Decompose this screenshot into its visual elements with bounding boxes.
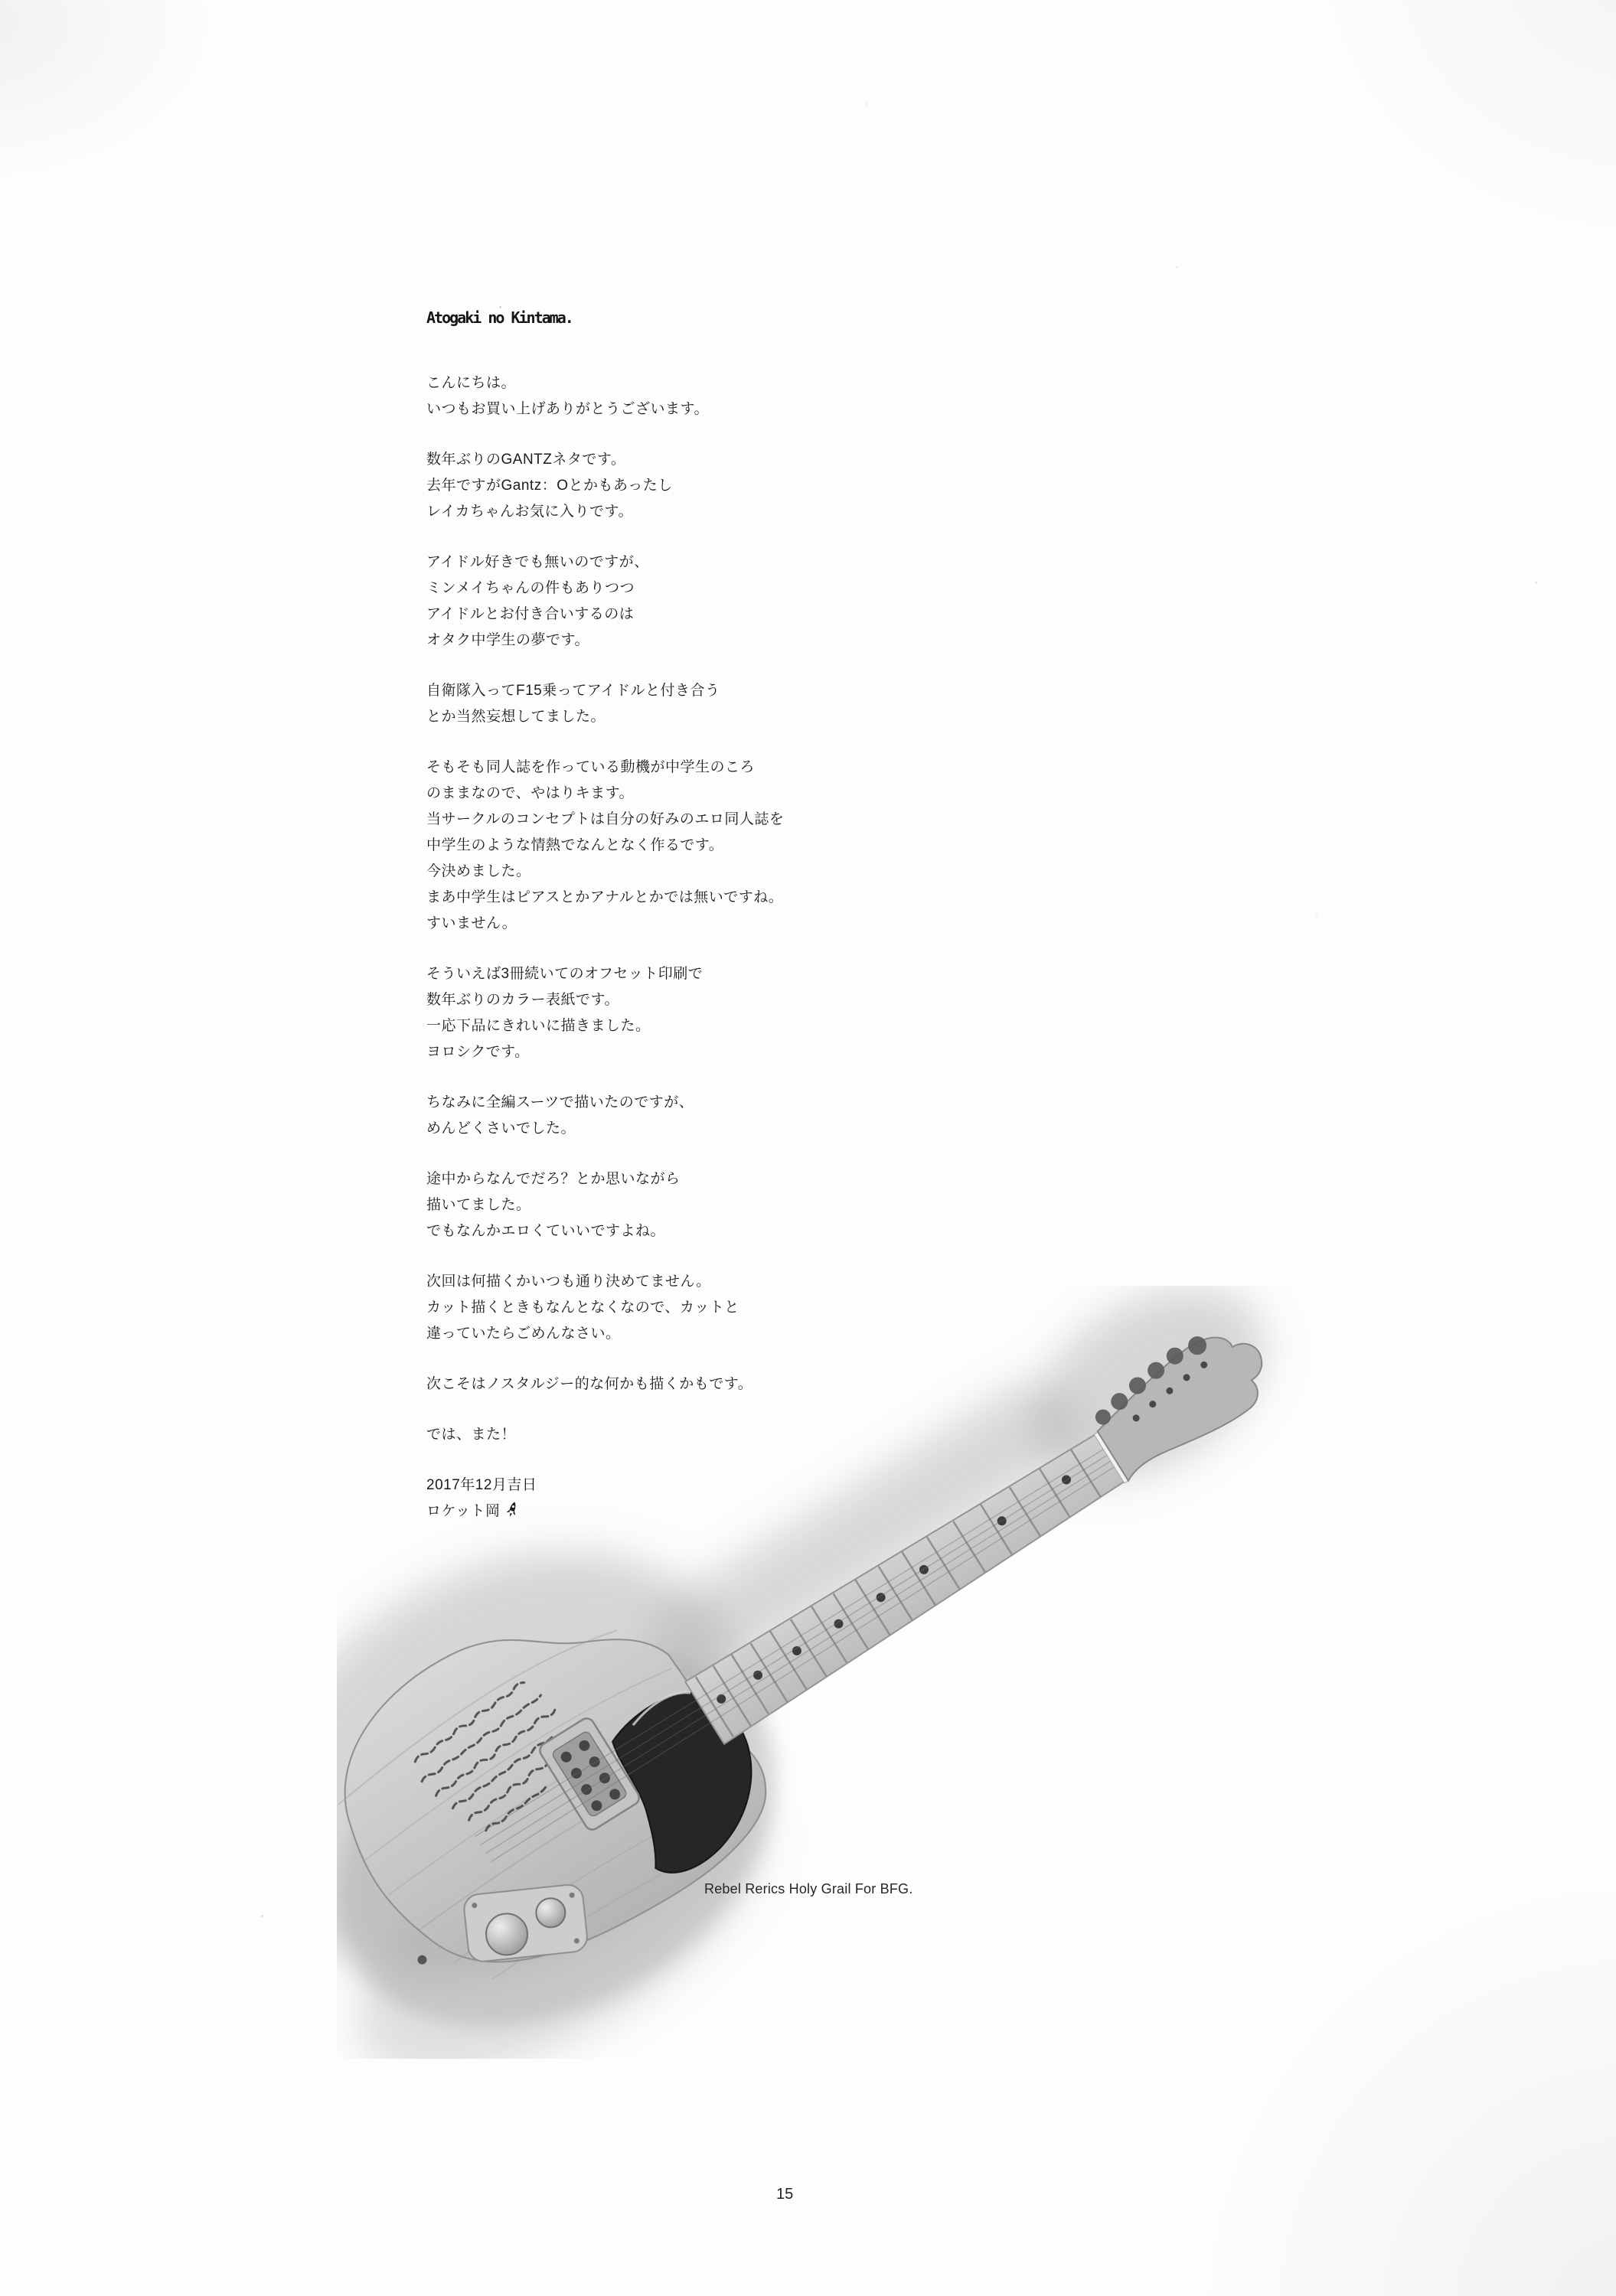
scan-speck xyxy=(1316,916,1317,918)
afterword-line: でもなんかエロくていいですよね。 xyxy=(426,1223,666,1239)
afterword-paragraph xyxy=(426,755,855,937)
afterword-paragraph xyxy=(426,550,855,654)
afterword-line: 中学生のような情熱でなんとなく作るです。 xyxy=(426,837,724,853)
afterword-line: 自衛隊入ってF15乗ってアイドルと付き合う xyxy=(426,683,720,699)
afterword-line: オタク中学生の夢です。 xyxy=(426,632,589,648)
afterword-line: のままなので、やはりキます。 xyxy=(426,785,635,801)
control-plate xyxy=(462,1883,588,1963)
afterword-line: ヨロシクです。 xyxy=(426,1044,530,1060)
afterword-paragraph xyxy=(426,961,855,1065)
afterword-line: 次こそはノスタルジー的な何かも描くかもです。 xyxy=(426,1376,753,1392)
scan-speck xyxy=(866,103,867,105)
scan-speck xyxy=(1535,582,1537,584)
afterword-line: めんどくさいでした。 xyxy=(426,1120,576,1137)
photo-caption: Rebel Rerics Holy Grail For BFG. xyxy=(704,1881,913,1896)
afterword-line: ミンメイちゃんの件もありつつ xyxy=(426,580,635,596)
afterword-line: いつもお買い上げありがとうございます。 xyxy=(426,401,709,417)
afterword-line: カット描くときもなんとなくなので、カットと xyxy=(426,1300,739,1316)
afterword-line: とか当然妄想してました。 xyxy=(426,709,606,725)
afterword-line: 今決めました。 xyxy=(426,863,531,879)
afterword-line: 去年ですがGantz：Oとかもあったし xyxy=(426,478,673,494)
afterword-line: そもそも同人誌を作っている動機が中学生のころ xyxy=(426,759,756,775)
afterword-line: 次回は何描くかいつも通り決めてません。 xyxy=(426,1274,711,1290)
guitar-photo xyxy=(337,1286,1332,2059)
afterword-line: レイカちゃんお気に入りです。 xyxy=(426,504,633,520)
afterword-line: すいません。 xyxy=(426,915,517,931)
afterword-line: アイドルとお付き合いするのは xyxy=(426,606,635,622)
afterword-line: 一応下品にきれいに描きました。 xyxy=(426,1018,651,1034)
afterword-line: そういえば3冊続いてのオフセット印刷で xyxy=(426,966,704,982)
date-line: 2017年12月吉日 xyxy=(426,1477,537,1493)
scan-speck xyxy=(261,1915,263,1917)
page-number: 15 xyxy=(776,2186,794,2203)
afterword-paragraph xyxy=(426,1090,855,1142)
afterword-paragraph xyxy=(426,370,855,422)
scan-speck xyxy=(1176,266,1177,268)
afterword-paragraph xyxy=(426,1166,855,1244)
afterword-line: 途中からなんでだろ？とか思いながら xyxy=(426,1171,681,1187)
afterword-line: では、また！ xyxy=(426,1427,517,1443)
signature: ロケット岡 xyxy=(426,1503,501,1519)
afterword-line: アイドル好きでも無いのですが、 xyxy=(426,554,649,570)
afterword-paragraph xyxy=(426,678,855,730)
afterword-title: Atogaki no Kintama. xyxy=(426,308,573,327)
afterword-line: 当サークルのコンセプトは自分の好みのエロ同人誌を xyxy=(426,811,785,827)
afterword-line: こんにちは。 xyxy=(426,375,517,391)
scan-speck xyxy=(499,306,501,308)
afterword-line: 描いてました。 xyxy=(426,1197,531,1213)
afterword-line: ちなみに全編スーツで描いたのですが、 xyxy=(426,1094,694,1110)
afterword-paragraph xyxy=(426,447,855,525)
guitar-photo-svg xyxy=(337,1286,1332,2059)
afterword-line: まあ中学生はピアスとかアナルとかでは無いですね。 xyxy=(426,889,784,905)
afterword-line: 数年ぶりのカラー表紙です。 xyxy=(426,992,619,1008)
afterword-line: 数年ぶりのGANTZネタです。 xyxy=(426,452,626,468)
afterword-line: 違っていたらごめんなさい。 xyxy=(426,1326,621,1342)
